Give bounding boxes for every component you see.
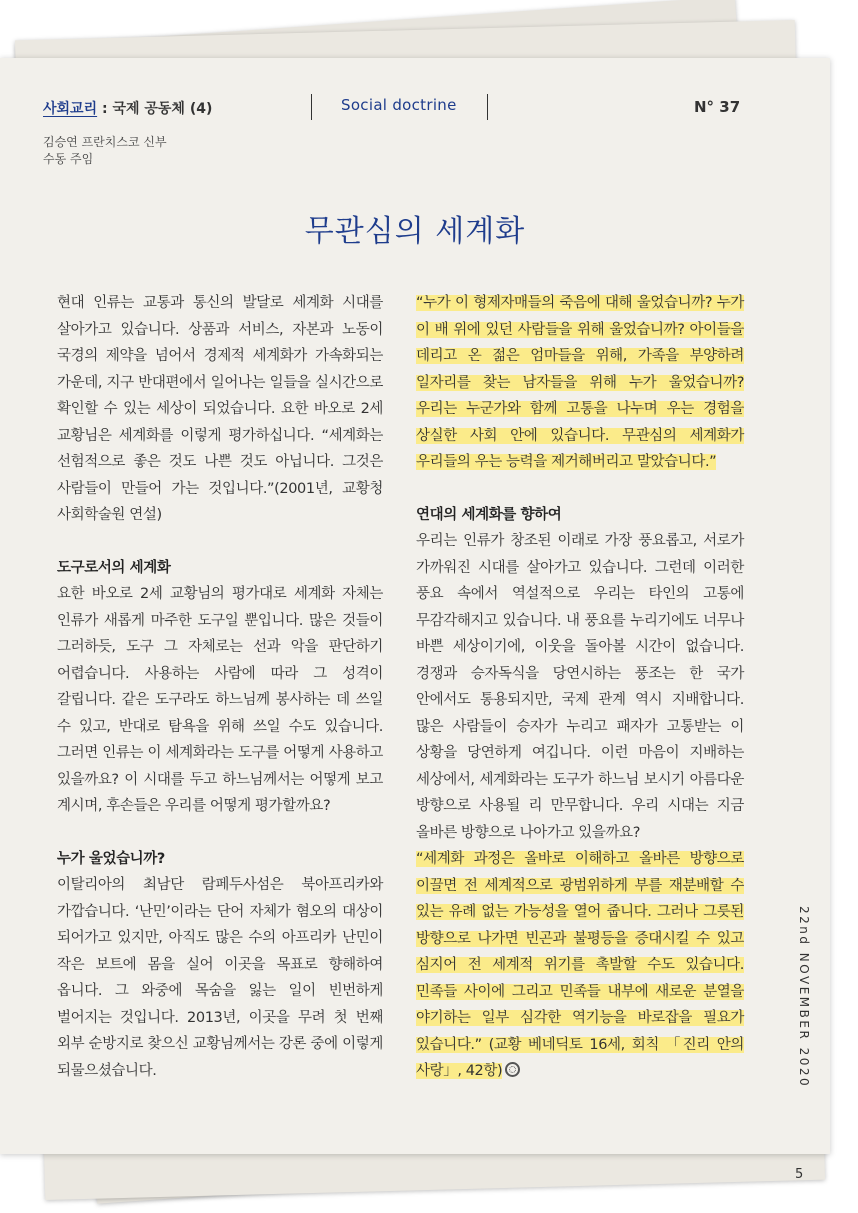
section-name: Social doctrine [341, 96, 457, 114]
right-column [416, 290, 744, 1085]
section-paragraph: 요한 바오로 2세 교황님의 평가대로 세계화 자체는 인류가 새롭게 마주한 도구일 뿐입니다. 많은 것들이 그러하듯, 도구 그 자체로는 선과 악을 판단하기 어렵습니다. 사용하는 사람에 따라 그 성격이 갈립니다. 같은 도구라도 하느님께 봉사하는 데 쓰일 수 있고, 반대로 탐욕을 위해 쓰일 수도 있습니다. 그러면 인류는 이 세계화라는 도구를 어떻게 사용하고 있을까요? 이 시대를 두고 하느님께서는 어떻게 보고 계시며, 후손들은 우리를 어떻게 평가할까요? [57, 586, 383, 814]
section-heading: 도구로서의 세계화 [57, 559, 171, 576]
highlighted-quote: “누가 이 형제자매들의 죽음에 대해 울었습니까? 누가 이 배 위에 있던 사람들을 위해 울었습니까? 아이들을 데리고 온 젊은 엄마들을 위해, 가족을 부양하려 일자리를 찾는 남자들을 위해 누가 울었습니까? 우리는 누군가와 함께 고통을 나누며 우는 경험을 상실한 사회 안에 있습니다. 무관심의 세계화가 우리들의 우는 능력을 제거해버리고 말았습니다.” [416, 295, 744, 470]
header-divider [311, 94, 312, 120]
intro-paragraph: 현대 인류는 교통과 통신의 발달로 세계화 시대를 살아가고 있습니다. 상품과 서비스, 자본과 노동이 국경의 제약을 넘어서 경제적 세계화가 가속화되는 가운데, 지구 반대편에서 일어나는 일들을 실시간으로 확인할 수 있는 세상이 되었습니다. 요한 바오로 2세 교황님은 세계화를 이렇게 평가하십니다. “세계화는 선험적으로 좋은 것도 나쁜 것도 아닙니다. 그것은 사람들이 만들어 가는 것입니다.”(2001년, 교황청 사회학술원 연설) [57, 295, 383, 523]
issue-date: 22nd NOVEMBER 2020 [797, 906, 811, 1089]
author-name: 김승연 프란치스코 신부 [43, 135, 167, 149]
highlighted-quote: “세계화 과정은 올바로 이해하고 올바른 방향으로 이끌면 전 세계적으로 광범위하게 부를 재분배할 수 있는 유례 없는 가능성을 열어 줍니다. 그러나 그릇된 방향으로 나가면 빈곤과 불평등을 증대시킬 수 있고 심지어 전 세계적 위기를 촉발할 수도 있습니다. 민족들 사이에 그리고 민족들 내부에 새로운 분열을 야기하는 일부 심각한 역기능을 바로잡을 필요가 있습니다.” (교황 베네딕토 16세, 회칙 「진리 안의 사랑」, 42항) [416, 851, 744, 1079]
header-divider [487, 94, 488, 120]
author-block [43, 134, 167, 168]
series-name: 사회교리 [43, 101, 98, 117]
page-number: 5 [795, 1167, 804, 1182]
author-role: 수동 주임 [43, 152, 94, 166]
quote-paragraph [416, 290, 744, 476]
issue-number: N° 37 [694, 98, 741, 116]
section-heading: 연대의 세계화를 향하여 [416, 506, 562, 523]
column-series-label [43, 98, 212, 118]
end-mark-icon [505, 1062, 520, 1077]
series-subject: : 국제 공동체 (4) [97, 101, 213, 117]
quote-paragraph [416, 846, 744, 1085]
section-paragraph: 이탈리아의 최남단 람페두사섬은 북아프리카와 가깝습니다. ‘난민’이라는 단어 자체가 혐오의 대상이 되어가고 있지만, 아직도 많은 수의 아프리카 난민이 작은 보트에 몸을 실어 이곳을 목표로 향해하여 옵니다. 그 와중에 목숨을 잃는 일이 빈번하게 벌어지는 것입니다. 2013년, 이곳을 무려 첫 번째 외부 순방지로 찾으신 교황님께서는 강론 중에 이렇게 되물으셨습니다. [57, 877, 383, 1079]
section-paragraph: 우리는 인류가 창조된 이래로 가장 풍요롭고, 서로가 가까워진 시대를 살아가고 있습니다. 그런데 이러한 풍요 속에서 역설적으로 우리는 타인의 고통에 무감각해지고 있습니다. 내 풍요를 누리기에도 너무나 바쁜 세상이기에, 이웃을 돌아볼 시간이 없습니다. 경쟁과 승자독식을 당연시하는 풍조는 한 국가 안에서도 통용되지만, 국제 관계 역시 지배합니다. 많은 사람들이 승자가 누리고 패자가 고통받는 이 상황을 당연하게 여깁니다. 이런 마음이 지배하는 세상에서, 세계화라는 도구가 하느님 보시기 아름다운 방향으로 사용될 리 만무합니다. 우리 시대는 지금 올바른 방향으로 나아가고 있을까요? [416, 533, 744, 841]
article-title: 무관심의 세계화 [304, 214, 526, 249]
section-heading: 누가 울었습니까? [57, 850, 165, 867]
left-column [57, 290, 383, 1084]
